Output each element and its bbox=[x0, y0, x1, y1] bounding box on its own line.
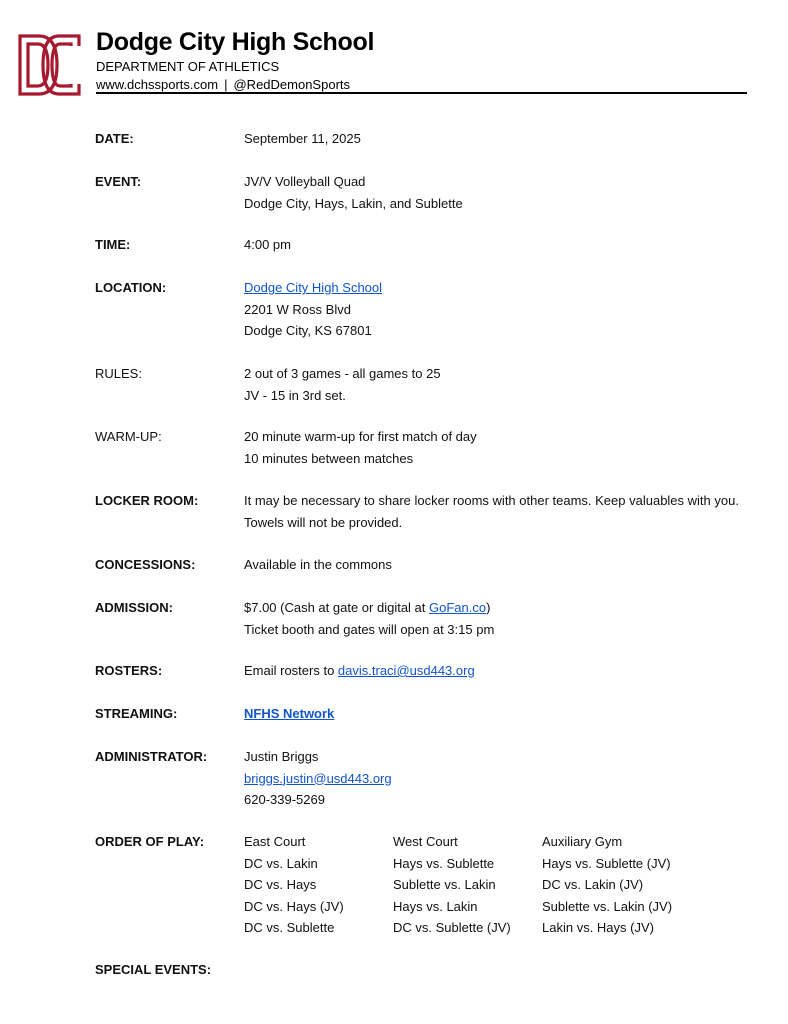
special-events-label: SPECIAL EVENTS: bbox=[95, 962, 212, 977]
rosters-label: ROSTERS: bbox=[95, 663, 163, 678]
location-address: 2201 W Ross Blvd bbox=[244, 301, 351, 317]
date-label: DATE: bbox=[95, 131, 134, 146]
rules-value bbox=[244, 363, 754, 406]
locker-room-value bbox=[244, 490, 754, 533]
rosters-text: Email rosters to bbox=[244, 663, 338, 678]
concessions-text: Available in the commons bbox=[244, 557, 392, 572]
time-label: TIME: bbox=[95, 237, 131, 252]
admission-value bbox=[244, 597, 754, 640]
administrator-phone: 620-339-5269 bbox=[244, 792, 325, 807]
west-court-match: Sublette vs. Lakin bbox=[393, 877, 496, 892]
west-court-heading: West Court bbox=[393, 834, 458, 849]
streaming-value bbox=[244, 703, 754, 725]
event-line-2: Dodge City, Hays, Lakin, and Sublette bbox=[244, 195, 463, 211]
location-link[interactable]: Dodge City High School bbox=[244, 280, 383, 295]
east-court-column bbox=[244, 831, 344, 939]
contact-separator: | bbox=[224, 77, 228, 92]
auxiliary-gym-match: Sublette vs. Lakin (JV) bbox=[542, 898, 673, 914]
east-court-heading: East Court bbox=[244, 834, 306, 849]
location-label: LOCATION: bbox=[95, 280, 167, 295]
website-link[interactable]: www.dchssports.com bbox=[96, 77, 219, 92]
rules-line-1: 2 out of 3 games - all games to 25 bbox=[244, 366, 441, 381]
location-city: Dodge City, KS 67801 bbox=[244, 323, 372, 338]
auxiliary-gym-match: DC vs. Lakin (JV) bbox=[542, 877, 644, 892]
event-label: EVENT: bbox=[95, 174, 142, 189]
rosters-value bbox=[244, 660, 754, 682]
admission-gates: Ticket booth and gates will open at 3:15 pm bbox=[244, 621, 495, 637]
administrator-value bbox=[244, 746, 754, 811]
administrator-name: Justin Briggs bbox=[244, 749, 319, 764]
west-court-match: DC vs. Sublette (JV) bbox=[393, 920, 511, 935]
rosters-email-link[interactable]: davis.traci@usd443.org bbox=[337, 663, 475, 678]
streaming-label: STREAMING: bbox=[95, 706, 178, 721]
order-of-play-label: ORDER OF PLAY: bbox=[95, 834, 205, 849]
time-text: 4:00 pm bbox=[244, 237, 291, 252]
event-line-1: JV/V Volleyball Quad bbox=[244, 174, 366, 189]
admission-label: ADMISSION: bbox=[95, 600, 173, 615]
contact-line bbox=[96, 77, 350, 92]
concessions-value bbox=[244, 554, 754, 576]
east-court-match: DC vs. Lakin bbox=[244, 855, 318, 871]
auxiliary-gym-heading: Auxiliary Gym bbox=[542, 834, 623, 849]
warmup-line-1: 20 minute warm-up for first match of day bbox=[244, 429, 477, 444]
event-value bbox=[244, 171, 754, 214]
auxiliary-gym-column bbox=[542, 831, 672, 939]
locker-room-text: It may be necessary to share locker rooms with other teams. Keep valuables with you. Towels will not be provided. bbox=[244, 493, 739, 530]
west-court-match: Hays vs. Lakin bbox=[393, 898, 478, 914]
east-court-match: DC vs. Sublette bbox=[244, 920, 335, 935]
administrator-label: ADMINISTRATOR: bbox=[95, 749, 208, 764]
gofan-link[interactable]: GoFan.co bbox=[429, 600, 487, 615]
date-value bbox=[244, 128, 754, 150]
nfhs-network-link[interactable]: NFHS Network bbox=[244, 706, 335, 721]
school-name: Dodge City High School bbox=[96, 28, 375, 56]
date-text: September 11, 2025 bbox=[244, 131, 361, 146]
auxiliary-gym-match: Hays vs. Sublette (JV) bbox=[542, 855, 671, 871]
warmup-line-2: 10 minutes between matches bbox=[244, 450, 414, 466]
header-divider bbox=[96, 92, 747, 94]
social-handle[interactable]: @RedDemonSports bbox=[233, 77, 351, 92]
rules-label: RULES: bbox=[95, 366, 142, 381]
rules-line-2: JV - 15 in 3rd set. bbox=[244, 387, 346, 403]
department-title: DEPARTMENT OF ATHLETICS bbox=[96, 59, 280, 74]
east-court-match: DC vs. Hays bbox=[244, 877, 317, 892]
concessions-label: CONCESSIONS: bbox=[95, 557, 196, 572]
west-court-match: Hays vs. Sublette bbox=[393, 855, 495, 871]
warmup-value bbox=[244, 426, 754, 469]
admission-price: $7.00 (Cash at gate or digital at bbox=[244, 600, 430, 615]
west-court-column bbox=[393, 831, 511, 939]
school-logo bbox=[17, 30, 83, 100]
east-court-match: DC vs. Hays (JV) bbox=[244, 898, 344, 914]
locker-room-label: LOCKER ROOM: bbox=[95, 493, 199, 508]
auxiliary-gym-match: Lakin vs. Hays (JV) bbox=[542, 920, 654, 935]
time-value bbox=[244, 234, 754, 256]
admission-close-paren: ) bbox=[486, 600, 491, 615]
location-value bbox=[244, 277, 754, 342]
administrator-email-link[interactable]: briggs.justin@usd443.org bbox=[244, 770, 392, 786]
warmup-label: WARM-UP: bbox=[95, 429, 162, 444]
